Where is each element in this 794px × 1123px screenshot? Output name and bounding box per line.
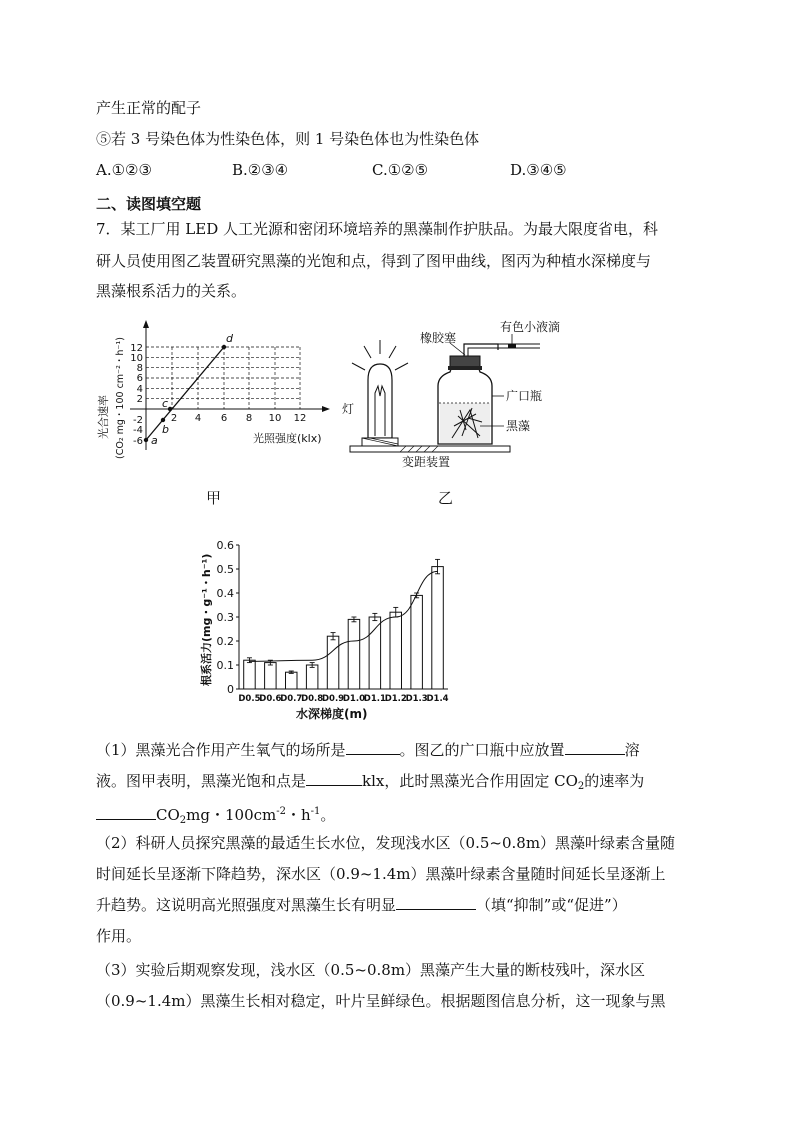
- bing-xtick-label: D1.0: [342, 694, 366, 704]
- figure-bing-chart: [196, 540, 466, 725]
- jia-curve: [146, 347, 224, 440]
- q1-text-c: 溶: [624, 741, 640, 759]
- jia-ytick: 10: [130, 353, 143, 364]
- jia-xtick: 2: [170, 413, 178, 424]
- jia-ytick: 2: [136, 394, 143, 405]
- option-d: D.③④⑤: [510, 161, 567, 179]
- answer-blank-2[interactable]: [565, 740, 625, 755]
- bing-xtick-label: D0.8: [301, 694, 324, 704]
- q2-text-a: 升趋势。这说明高光照强度对黑藻生长有明显: [96, 896, 397, 914]
- q2-line-2: 时间延长呈逐渐下降趋势，深水区（0.9~1.4m）黑藻叶绿素含量随时间延长呈逐渐上: [96, 865, 666, 883]
- bing-bar: [369, 617, 380, 689]
- jia-ytick: 12: [130, 343, 143, 354]
- q1-line-1: [96, 740, 640, 760]
- prev-line-2: ⑤若 3 号染色体为性染色体，则 1 号染色体也为性染色体: [96, 130, 480, 148]
- jia-xtick: 10: [268, 413, 282, 424]
- jia-label-a: a: [151, 434, 158, 447]
- jia-xtick: 6: [220, 413, 228, 424]
- jia-yunit: (CO₂ mg・100 cm⁻²・h⁻¹): [115, 337, 126, 459]
- q1-text-d: 液。图甲表明，黑藻光饱和点是: [96, 772, 307, 790]
- figure-jia-grid: [146, 347, 300, 409]
- bing-ytick-label: 0.2: [216, 635, 234, 648]
- answer-blank-3[interactable]: [306, 771, 362, 786]
- option-a: A.①②③: [96, 161, 152, 179]
- bing-bar: [390, 612, 401, 689]
- bing-ytick-label: 0.3: [216, 611, 234, 624]
- q1-text-b: 。图乙的广口瓶中应放置: [399, 741, 565, 759]
- jia-ytick: 4: [136, 384, 143, 395]
- jia-ytick: 6: [136, 373, 143, 384]
- q1-text-e: klx，此时黑藻光合作用固定 CO: [362, 772, 578, 790]
- bing-xtick-label: D0.9: [321, 694, 345, 704]
- bing-xtick-label: D0.6: [259, 694, 282, 704]
- bing-xtick-label: D1.2: [384, 694, 407, 704]
- bing-ytick-label: 0: [227, 683, 234, 696]
- figure-yi-label: 乙: [438, 489, 454, 507]
- bing-xtick-label: D1.4: [426, 694, 449, 704]
- prev-line-1: 产生正常的配子: [96, 99, 202, 117]
- q1-text-i-sup: -1: [310, 806, 321, 817]
- figure-yi: [340, 318, 590, 473]
- stopper-label: 橡胶塞: [420, 331, 457, 345]
- bing-xtick-label: D1.1: [363, 694, 386, 704]
- q2-line-1: （2）科研人员探究黑藻的最适生长水位，发现浅水区（0.5~0.8m）黑藻叶绿素含量随: [96, 834, 676, 852]
- jia-ytick: -4: [133, 425, 143, 436]
- q1-text-j: 。: [320, 806, 336, 824]
- option-b: B.②③④: [232, 161, 289, 179]
- intro-line-2: 研人员使用图乙装置研究黑藻的光饱和点，得到了图甲曲线，图丙为种植水深梯度与: [96, 252, 652, 270]
- bing-bar: [244, 660, 255, 689]
- algae-label: 黑藻: [506, 419, 531, 433]
- option-c: C.①②⑤: [372, 161, 429, 179]
- device-label: 变距装置: [402, 455, 451, 469]
- bing-ytick-label: 0.1: [216, 659, 234, 672]
- q2-text-b: （填“抑制”或“促进”）: [476, 896, 627, 914]
- lamp-label: 灯: [342, 402, 355, 416]
- q3-line-1: （3）实验后期观察发现，浅水区（0.5~0.8m）黑藻产生大量的断枝残叶，深水区: [96, 961, 646, 979]
- q1-text-i: ・h: [286, 806, 311, 824]
- q1-line-2: [96, 771, 644, 797]
- q2-line-4: 作用。: [96, 927, 142, 945]
- droplet-label: 有色小液滴: [500, 320, 561, 334]
- answer-blank-5[interactable]: [396, 895, 476, 910]
- figure-jia: [90, 314, 330, 464]
- q1-line-3: [96, 802, 335, 831]
- section-title: 二、读图填空题: [96, 195, 202, 213]
- intro-line-1: 7．某工厂用 LED 人工光源和密闭环境培养的黑藻制作护肤品。为最大限度省电，科: [96, 220, 659, 238]
- jia-xtick: 4: [194, 413, 202, 424]
- bing-bar: [432, 567, 443, 689]
- q1-text-e-sub: 2: [577, 781, 585, 792]
- bing-trendline: [249, 571, 437, 661]
- bing-ytick-label: 0.6: [216, 539, 234, 552]
- bing-xlabel: 水深梯度(m): [296, 707, 368, 721]
- jia-point-d: [222, 345, 226, 349]
- jia-label-d: d: [226, 332, 233, 345]
- figure-jia-label: 甲: [206, 489, 222, 507]
- colored-droplet: [508, 344, 516, 348]
- bottle-label: 广口瓶: [506, 389, 543, 403]
- jia-point-c: [168, 407, 172, 411]
- figure-jia-yticks: [130, 343, 143, 447]
- q1-text-f: 的速率为: [584, 772, 645, 790]
- jia-point-a: [144, 438, 148, 442]
- bing-bar: [348, 619, 359, 689]
- bing-ytick-label: 0.5: [216, 563, 234, 576]
- bing-xtick-label: D1.3: [405, 694, 428, 704]
- q1-text-g: CO: [156, 806, 180, 824]
- bing-ytick-label: 0.4: [216, 587, 234, 600]
- bing-bar: [306, 665, 317, 689]
- jia-ytick: -6: [133, 436, 143, 447]
- q1-text-h-sup: -2: [276, 806, 286, 817]
- answer-blank-1[interactable]: [346, 740, 400, 755]
- bing-ylabel: 根系活力(mg・g⁻¹・h⁻¹): [200, 553, 213, 686]
- bing-bar: [286, 672, 297, 689]
- rubber-stopper: [450, 356, 480, 367]
- bing-xtick-label: D0.7: [280, 694, 303, 704]
- jia-xtick: 12: [293, 413, 307, 424]
- jia-xlabel: 光照强度(klx): [253, 432, 322, 445]
- jia-ytick: 8: [136, 363, 143, 374]
- figure-jia-xticks: [171, 413, 307, 424]
- answer-blank-4[interactable]: [96, 805, 156, 820]
- bing-xtick-label: D0.5: [238, 694, 261, 704]
- jia-label-b: b: [162, 423, 169, 436]
- distance-track: [350, 446, 510, 452]
- q1-text-g-sub: 2: [179, 815, 187, 826]
- q2-line-3: [96, 895, 627, 915]
- jia-xtick: 8: [245, 413, 253, 424]
- jia-point-b: [161, 418, 165, 422]
- jia-ylabel: 光合速率: [97, 395, 110, 439]
- jia-ytick: -2: [133, 415, 143, 426]
- q3-line-2: （0.9~1.4m）黑藻生长相对稳定，叶片呈鲜绿色。根据题图信息分析，这一现象与黑: [96, 992, 666, 1010]
- lamp-bulb: [368, 364, 392, 438]
- bing-bar: [327, 636, 338, 689]
- bing-bar: [265, 663, 276, 689]
- q1-text-a: （1）黑藻光合作用产生氧气的场所是: [96, 741, 346, 759]
- intro-line-3: 黑藻根系活力的关系。: [96, 282, 247, 300]
- bing-bar: [411, 595, 422, 689]
- q1-text-h: mg・100cm: [186, 806, 277, 824]
- jia-label-c: c: [162, 397, 169, 410]
